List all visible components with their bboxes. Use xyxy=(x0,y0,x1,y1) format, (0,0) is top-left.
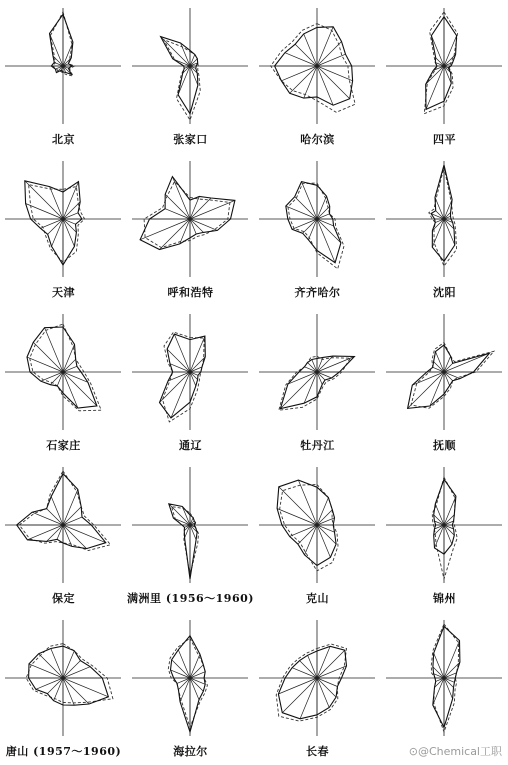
wind-rose-11 xyxy=(254,306,381,459)
spoke xyxy=(178,678,190,690)
spoke xyxy=(160,372,191,403)
spoke xyxy=(190,678,203,691)
spoke xyxy=(317,66,350,99)
spoke xyxy=(63,507,81,525)
wind-rose-12 xyxy=(381,306,508,459)
spoke xyxy=(63,219,76,232)
spoke xyxy=(190,66,198,85)
spoke xyxy=(434,362,444,372)
station-label: 四平 xyxy=(433,133,456,146)
wind-rose-3 xyxy=(254,0,381,153)
station-label: 天津 xyxy=(52,286,75,299)
spoke xyxy=(190,219,203,232)
spoke xyxy=(167,349,190,372)
solid-outline xyxy=(286,182,341,263)
station-label: 抚顺 xyxy=(433,439,456,452)
spoke xyxy=(172,660,190,678)
spoke xyxy=(282,678,317,713)
wind-rose-1 xyxy=(0,0,127,153)
wind-rose-18 xyxy=(127,612,254,765)
station-label: 牡丹江 xyxy=(300,439,335,452)
spoke xyxy=(47,678,63,694)
solid-outline xyxy=(161,37,198,114)
station-label: 海拉尔 xyxy=(173,745,208,758)
spoke xyxy=(190,198,211,219)
station-label: 石家庄 xyxy=(46,439,81,452)
spoke xyxy=(33,342,63,372)
spoke xyxy=(317,219,341,243)
spoke xyxy=(63,202,80,219)
dashed-outline xyxy=(276,644,346,721)
spoke xyxy=(444,363,453,372)
spoke xyxy=(48,219,63,234)
spoke xyxy=(25,181,63,219)
spoke xyxy=(303,219,317,233)
solid-outline xyxy=(160,334,206,418)
spoke xyxy=(436,211,444,219)
spoke xyxy=(63,678,89,704)
station-label: 北京 xyxy=(52,133,75,146)
wind-rose-14 xyxy=(127,459,254,612)
watermark: ⊙@Chemical工职 xyxy=(408,745,502,758)
station-label: 克山 xyxy=(306,592,329,605)
spoke xyxy=(308,363,318,373)
spoke xyxy=(317,372,325,380)
wind-rose-17 xyxy=(0,612,127,765)
spoke xyxy=(432,219,444,247)
spoke xyxy=(408,372,444,408)
spoke xyxy=(39,654,63,678)
spoke xyxy=(47,509,63,525)
spoke xyxy=(165,194,190,219)
spoke xyxy=(47,525,63,541)
station-label: 保定 xyxy=(52,592,75,605)
spoke xyxy=(190,372,198,380)
station-label: 张家口 xyxy=(173,133,208,146)
spoke xyxy=(190,665,203,678)
wind-rose-9 xyxy=(0,306,127,459)
station-label: 满洲里 (1956～1960) xyxy=(127,592,254,605)
station-label: 锦州 xyxy=(433,592,456,605)
spoke xyxy=(290,66,317,93)
wind-rose-16 xyxy=(381,459,508,612)
wind-rose-10 xyxy=(127,306,254,459)
spoke xyxy=(63,661,80,678)
solid-outline xyxy=(277,480,336,565)
wind-rose-19 xyxy=(254,612,381,765)
station-label: 通辽 xyxy=(179,439,202,452)
spoke xyxy=(279,487,317,525)
spoke xyxy=(317,510,332,525)
dashed-outline xyxy=(19,471,110,551)
spoke xyxy=(444,372,453,381)
solid-outline xyxy=(431,165,455,261)
spoke xyxy=(295,44,317,66)
spoke xyxy=(444,212,451,219)
spoke xyxy=(298,525,317,544)
spoke xyxy=(295,197,317,219)
solid-outline xyxy=(169,504,197,579)
dashed-outline xyxy=(288,183,344,269)
wind-rose-2 xyxy=(127,0,254,153)
wind-rose-4 xyxy=(381,0,508,153)
spoke xyxy=(431,36,444,66)
station-label: 长春 xyxy=(306,745,329,758)
spoke xyxy=(300,661,317,678)
station-label: 齐齐哈尔 xyxy=(294,286,341,299)
dashed-outline xyxy=(30,324,102,411)
spoke xyxy=(444,678,454,688)
station-label: 哈尔滨 xyxy=(300,133,335,146)
spoke xyxy=(317,678,336,697)
spoke xyxy=(444,66,451,83)
spoke xyxy=(317,42,342,67)
station-label: 呼和浩特 xyxy=(167,286,214,299)
wind-rose-15 xyxy=(254,459,381,612)
spoke xyxy=(63,359,76,372)
wind-rose-7 xyxy=(254,153,381,306)
wind-rose-6 xyxy=(127,153,254,306)
wind-rose-5 xyxy=(0,153,127,306)
wind-rose-8 xyxy=(381,153,508,306)
station-label: 唐山 (1957～1960) xyxy=(5,745,122,758)
station-label: 沈阳 xyxy=(433,286,456,299)
wind-rose-13 xyxy=(0,459,127,612)
